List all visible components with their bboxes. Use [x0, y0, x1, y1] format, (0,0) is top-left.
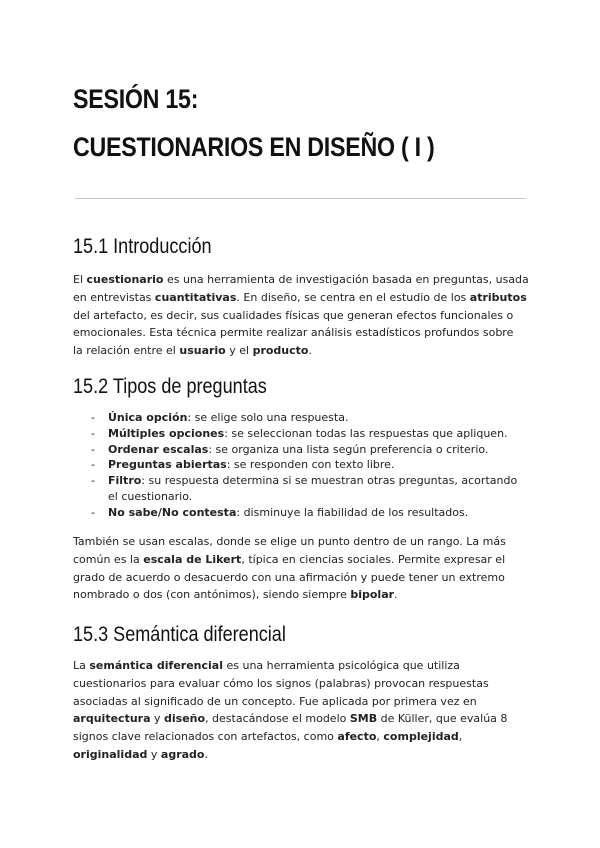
list-item — [91, 473, 527, 505]
list-item-term: Ordenar escalas — [108, 442, 209, 456]
list-item-term: Única opción — [108, 411, 188, 424]
paragraph-line — [73, 746, 527, 764]
list-bullet: - — [91, 474, 95, 488]
list-item-description: : se seleccionan todas las respuestas que apliquen. — [224, 426, 508, 440]
text-run: . — [394, 588, 398, 602]
paragraph-line — [73, 533, 527, 551]
paragraph-line — [73, 569, 527, 587]
text-run: de Küller, que evalúa 8 — [377, 712, 508, 726]
list-item — [91, 505, 527, 521]
list-item-description: : disminuye la fiabilidad de los resultados. — [236, 505, 469, 519]
list-item-description: : su respuesta determina si se muestran otras preguntas, acortando el cuestionario. — [108, 474, 518, 503]
bold-term: afecto — [337, 730, 377, 744]
text-run: También se usan escalas, donde se elige un punto dentro de un rango. La más — [73, 535, 506, 548]
text-run: nombrado o dos (con antónimos), siendo siempre — [73, 588, 351, 602]
question-types-list — [91, 410, 527, 521]
text-run: común es la — [73, 552, 144, 566]
list-item-term: No sabe/No contesta — [108, 505, 237, 519]
bold-term: cuestionario — [86, 273, 164, 286]
text-run: emocionales. Esta técnica permite realizar análisis estadísticos profundos sobre — [73, 326, 514, 340]
paragraph-line — [73, 271, 527, 289]
paragraph-semantica-diferencial — [73, 657, 527, 764]
list-item — [91, 457, 527, 473]
bold-term: agrado — [160, 747, 205, 761]
section-heading-introduccion: 15.1 Introducción — [73, 235, 212, 258]
list-item — [91, 410, 527, 426]
text-run: cuestionarios para evaluar cómo los signos (palabras) provocan respuestas — [73, 676, 489, 690]
list-item-term: Filtro — [108, 474, 142, 488]
bold-term: usuario — [179, 344, 226, 358]
text-run: grado de acuerdo o desacuerdo con una afirmación y puede tener un extremo — [73, 570, 505, 584]
paragraph-escalas — [73, 533, 527, 604]
text-run: y — [150, 712, 165, 726]
page-title-line-1: SESIÓN 15: — [73, 84, 199, 114]
list-item-description: : se organiza una lista según preferencia o criterio. — [208, 442, 489, 456]
list-item — [91, 426, 527, 442]
bold-term: diseño — [164, 712, 206, 726]
section-heading-tipos-preguntas: 15.2 Tipos de preguntas — [73, 375, 267, 398]
bold-term: arquitectura — [73, 712, 151, 726]
text-run: . En diseño, se centra en el estudio de los — [236, 290, 470, 304]
text-run: del artefacto, es decir, sus cualidades físicas que generan efectos funcionales o — [73, 308, 514, 322]
paragraph-line — [73, 710, 527, 728]
text-run: y el — [225, 344, 253, 358]
text-run: en entrevistas — [73, 290, 155, 304]
text-run: y — [147, 747, 161, 761]
paragraph-line — [73, 693, 527, 711]
text-run: , — [376, 730, 384, 744]
paragraph-line — [73, 342, 527, 360]
paragraph-line — [73, 657, 527, 675]
list-item-description: : se responden con texto libre. — [226, 458, 395, 472]
text-run: . — [204, 747, 208, 761]
bold-term: bipolar — [350, 588, 395, 602]
text-run: es una herramienta de investigación basada en preguntas, usada — [163, 273, 529, 286]
paragraph-line — [73, 289, 527, 307]
text-run: , típica en ciencias sociales. Permite expresar el — [241, 552, 506, 566]
bold-term: semántica diferencial — [89, 659, 223, 672]
paragraph-line — [73, 586, 527, 604]
paragraph-line — [73, 324, 527, 342]
bold-term: SMB — [349, 712, 378, 726]
list-bullet: - — [91, 411, 95, 424]
bold-term: originalidad — [73, 747, 148, 761]
list-item-description: : se elige solo una respuesta. — [187, 411, 349, 424]
paragraph-line — [73, 307, 527, 325]
text-run: La — [73, 659, 90, 672]
list-item-term: Múltiples opciones — [108, 426, 225, 440]
text-run: la relación entre el — [73, 344, 180, 358]
bold-term: cuantitativas — [154, 290, 237, 304]
text-run: El — [73, 273, 87, 286]
paragraph-introduccion — [73, 271, 527, 360]
text-run: signos clave relacionados con artefactos, como — [73, 730, 338, 744]
text-run: , — [458, 730, 463, 744]
text-run: es una herramienta psicológica que utiliza — [223, 659, 460, 672]
page-title-line-2: CUESTIONARIOS EN DISEÑO ( I ) — [73, 132, 435, 162]
bold-term: producto — [252, 344, 309, 358]
paragraph-line — [73, 728, 527, 746]
text-run: , destacándose el modelo — [205, 712, 350, 726]
section-heading-semantica-diferencial: 15.3 Semántica diferencial — [73, 623, 286, 646]
bold-term: escala de Likert — [143, 552, 242, 566]
title-divider — [75, 198, 526, 199]
paragraph-line — [73, 551, 527, 569]
text-run: asociadas al significado de un concepto. Fue aplicada por primera vez en — [73, 694, 477, 708]
list-bullet: - — [91, 426, 95, 440]
list-item-term: Preguntas abiertas — [108, 458, 227, 472]
bold-term: complejidad — [383, 730, 459, 744]
list-bullet: - — [91, 458, 95, 472]
list-item — [91, 442, 527, 458]
bold-term: atributos — [469, 290, 527, 304]
list-bullet: - — [91, 442, 95, 456]
text-run: . — [308, 344, 312, 358]
list-bullet: - — [91, 505, 95, 519]
paragraph-line — [73, 675, 527, 693]
